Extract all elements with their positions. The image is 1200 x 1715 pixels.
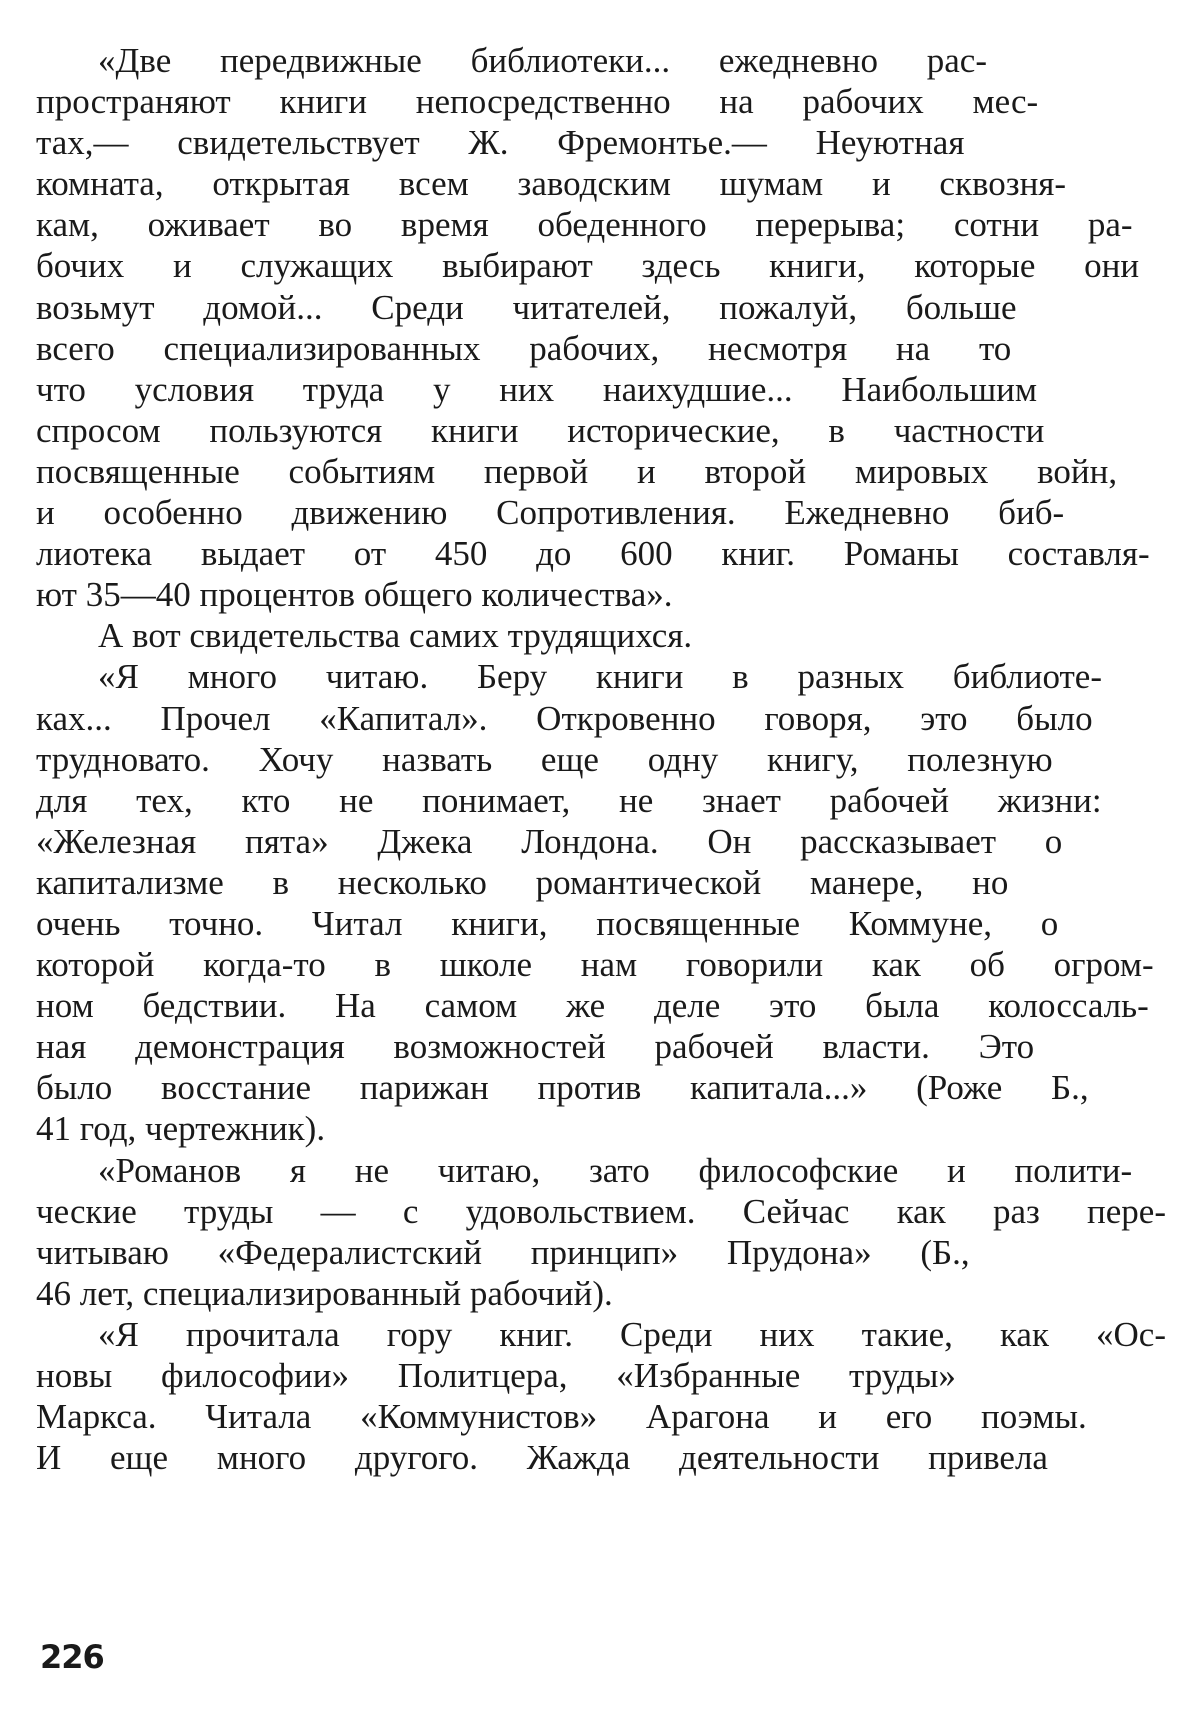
text-line: было восстание парижан против капитала...» (Роже Б., [36,1068,1089,1108]
text-line: которой когда-то в школе нам говорили как об огром- [36,945,1154,985]
text-line: что условия труда у них наихудшие... Наибольшим [36,369,1038,409]
text-line: ют 35—40 процентов общего количества». [36,575,673,615]
text-line: тах,— свидетельствует Ж. Фремонтье.— Неуютная [36,123,965,163]
text-line: лиотека выдает от 450 до 600 книг. Романы составля- [36,534,1150,574]
text-line: 41 год, чертежник). [36,1109,326,1149]
text-line: Маркса. Читала «Коммунистов» Арагона и его поэмы. [36,1397,1087,1437]
text-line: ческие труды — с удовольствием. Сейчас как раз пере- [36,1191,1166,1231]
text-line: посвященные событиям первой и второй мировых войн, [36,451,1118,491]
text-line: капитализме в несколько романтической манере, но [36,862,1009,902]
text-line: «Романов я не читаю, зато философские и полити- [98,1150,1133,1190]
page-body [36,40,1166,1478]
text-line: трудновато. Хочу назвать еще одну книгу, полезную [36,739,1053,779]
text-line: ках... Прочел «Капитал». Откровенно говоря, это было [36,698,1093,738]
paragraph-b-quote [36,1150,1166,1314]
text-line: ная демонстрация возможностей рабочей власти. Это [36,1027,1035,1067]
text-line: комната, открытая всем заводским шумам и сквозня- [36,164,1067,204]
text-line: пространяют книги непосредственно на рабочих мес- [36,82,1039,122]
text-line: спросом пользуются книги исторические, в частности [36,410,1045,450]
text-line: «Я много читаю. Беру книги в разных библиоте- [98,657,1102,697]
text-line: для тех, кто не понимает, не знает рабочей жизни: [36,780,1102,820]
text-line: А вот свидетельства самих трудящихся. [98,616,693,656]
page-number: 226 [40,1638,104,1676]
text-line: читываю «Федералистский принцип» Прудона» (Б., [36,1232,970,1272]
text-line: возьмут домой... Среди читателей, пожалуй, больше [36,287,1017,327]
text-line: всего специализированных рабочих, несмотря на то [36,328,1012,368]
text-line: «Две передвижные библиотеки... ежедневно рас- [98,41,988,80]
text-line: «Железная пята» Джека Лондона. Он рассказывает о [36,821,1063,861]
paragraph-roger-quote [36,656,1166,1149]
text-line: и особенно движению Сопротивления. Ежедневно биб- [36,493,1065,533]
text-line: очень точно. Читал книги, посвященные Коммуне, о [36,903,1059,943]
paragraph-female-reader-quote [36,1314,1166,1478]
paragraph-workers-testimony-intro [36,615,1166,656]
text-line: ном бедствии. На самом же деле это была колоссаль- [36,986,1149,1026]
text-line: «Я прочитала гору книг. Среди них такие, как «Ос- [98,1314,1166,1354]
text-line: новы философии» Политцера, «Избранные труды» [36,1356,956,1395]
text-line: 46 лет, специализированный рабочий). [36,1273,613,1313]
text-line: кам, оживает во время обеденного перерыва; сотни ра- [36,205,1133,245]
text-line: бочих и служащих выбирают здесь книги, которые они [36,246,1140,286]
text-line: И еще много другого. Жажда деятельности привела [36,1438,1048,1478]
paragraph-fremontier-quote [36,40,1166,615]
